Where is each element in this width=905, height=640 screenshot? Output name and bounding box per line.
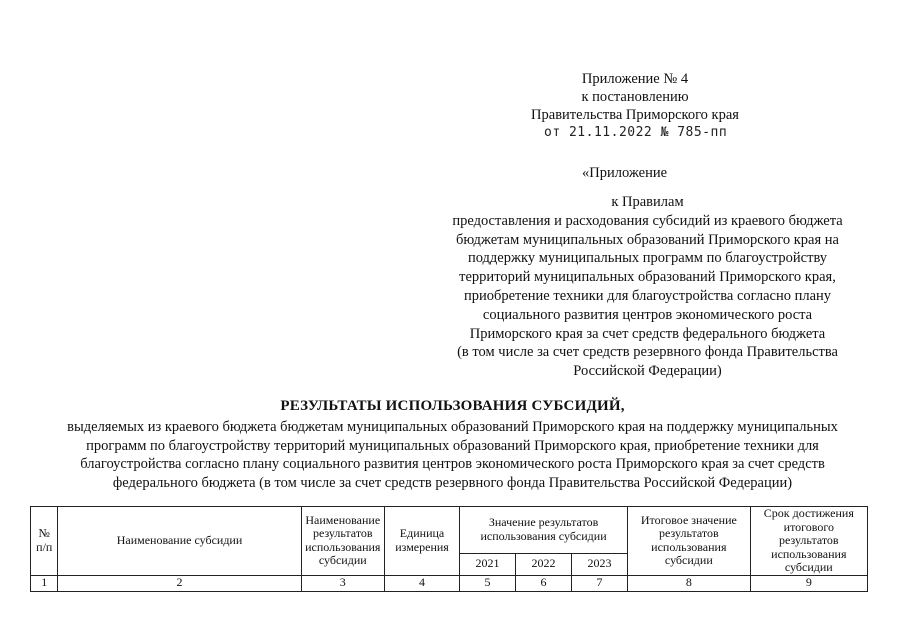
results-table <box>30 506 868 592</box>
appendix-header <box>520 70 750 124</box>
rules-line: (в том числе за счет средств резервного фонда Правительства <box>457 344 838 361</box>
header-deadline: Срок достижения итогового результатов использования субсидии <box>750 507 867 576</box>
header-values-group: Значение результатов использования субсидии <box>460 507 628 554</box>
rules-line: Российской Федерации) <box>573 363 722 380</box>
appendix-number: Приложение № 4 <box>581 71 689 87</box>
header-final-value: Итоговое значение результатов использования субсидии <box>628 507 751 576</box>
header-year-2021: 2021 <box>460 553 516 575</box>
document-subtitle <box>20 418 885 492</box>
subtitle-line: выделяемых из краевого бюджета бюджетам муниципальных образований Приморского края на поддержку муниципальных <box>67 419 838 435</box>
rules-line: к Правилам <box>611 194 684 210</box>
rules-line: социального развития центров экономического роста <box>482 306 813 323</box>
appendix-resolution: к постановлению <box>581 89 689 105</box>
column-number: 8 <box>628 575 751 591</box>
rules-line: предоставления и расходования субсидий из краевого бюджета <box>452 212 843 229</box>
appendix-government: Правительства Приморского края <box>531 107 739 123</box>
rules-reference <box>425 193 870 381</box>
column-number: 1 <box>31 575 58 591</box>
header-subsidy-name: Наименование субсидии <box>58 507 301 576</box>
resolution-date-stamp: от 21.11.2022 № 785-пп <box>544 125 728 140</box>
rules-line: поддержку муниципальных программ по благоустройству <box>467 250 828 267</box>
header-unit: Единица измерения <box>385 507 460 576</box>
rules-line: территорий муниципальных образований Приморского края, <box>459 269 836 286</box>
document-title: РЕЗУЛЬТАТЫ ИСПОЛЬЗОВАНИЯ СУБСИДИЙ, <box>280 398 625 414</box>
rules-line: бюджетам муниципальных образований Приморского края на <box>456 231 839 248</box>
rules-line: приобретение техники для благоустройства согласно плану <box>463 287 832 304</box>
column-number: 4 <box>385 575 460 591</box>
column-number: 6 <box>516 575 572 591</box>
rules-line: Приморского края за счет средств федерального бюджета <box>469 325 826 342</box>
header-year-2022: 2022 <box>516 553 572 575</box>
column-number: 2 <box>58 575 301 591</box>
subtitle-line: программ по благоустройству территорий муниципальных образований Приморского края, приобретение техники для <box>86 437 819 454</box>
prilozhenie-label: «Приложение <box>582 165 668 181</box>
column-number: 3 <box>301 575 384 591</box>
column-number-row <box>31 575 868 591</box>
column-number: 5 <box>460 575 516 591</box>
header-result-name: Наименование результатов использования субсидии <box>301 507 384 576</box>
header-year-2023: 2023 <box>572 553 628 575</box>
subtitle-line: благоустройства согласно плану социального развития центров экономического роста Приморского края за счет средств <box>80 456 825 472</box>
header-num: № п/п <box>31 507 58 576</box>
subtitle-line: федерального бюджета (в том числе за счет средств резервного фонда Правительства Российской Федерации) <box>112 474 793 491</box>
column-number: 7 <box>572 575 628 591</box>
column-number: 9 <box>750 575 867 591</box>
table-header-row <box>31 507 868 554</box>
